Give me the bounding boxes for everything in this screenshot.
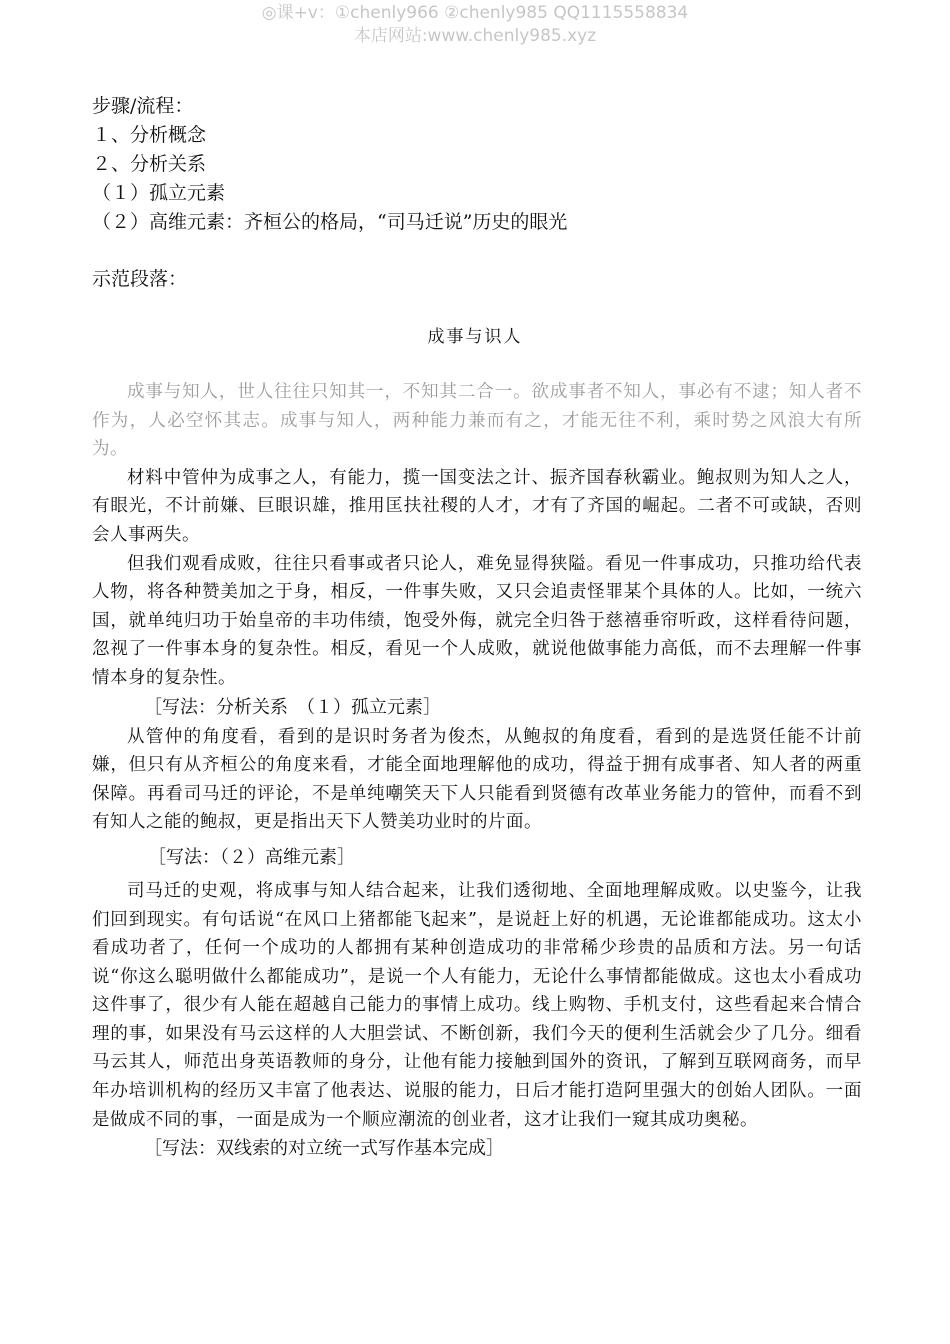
watermark-line-2: 本店网站:www.chenly985.xyz	[353, 26, 597, 46]
essay-quote-paragraph: 成事与知人，世人往往只知其一，不知其二合一。欲成事者不知人，事必有不逮；知人者不作为，人必空怀其志。成事与知人，两种能力兼而有之，才能无往不利，乘时势之风浪大有所为。	[92, 382, 862, 460]
writing-note-3: ［写法：双线索的对立统一式写作基本完成］	[144, 1138, 504, 1160]
outline-step-2: ２、分析关系	[92, 153, 207, 175]
outline-substep-1: （１）孤立元素	[92, 182, 226, 204]
essay-body	[92, 378, 862, 1164]
writing-note-2: ［写法：（２）高维元素］	[148, 846, 355, 868]
outline-step-1: １、分析概念	[92, 124, 207, 146]
outline-substep-2: （２）高维元素：齐桓公的格局，“司马迁说”历史的眼光	[92, 211, 568, 233]
outline-heading: 步骤/流程：	[92, 95, 194, 117]
essay-paragraph-3: 从管仲的角度看，看到的是识时务者为俊杰，从鲍叔的角度看，看到的是选贤任能不计前嫌，但只有从齐桓公的角度来看，才能全面地理解他的成功，得益于拥有成事者、知人者的两重保障。再看司马迁的评论，不是单纯嘲笑天下人只能看到贤德有改革业务能力的管仲，而看不到有知人之能的鲍叔，更是指出天下人赞美功业时的片面。	[92, 726, 862, 833]
writing-note-1: ［写法：分析关系 （１）孤立元素］	[144, 696, 441, 718]
essay-paragraph-4: 司马迁的史观，将成事与知人结合起来，让我们透彻地、全面地理解成败。以史鉴今，让我们回到现实。有句话说“在风口上猪都能飞起来”，是说赶上好的机遇，无论谁都能成功。这太小看成功者了，任何一个成功的人都拥有某种创造成功的非常稀少珍贵的品质和方法。另一句话说“你这么聪明做什么都能成功”，是说一个人有能力，无论什么事情都能做成。这也太小看成功这件事了，很少有人能在超越自己能力的事情上成功。线上购物、手机支付，这些看起来合情合理的事，如果没有马云这样的人大胆尝试、不断创新，我们今天的便利生活就会少了几分。细看马云其人，师范出身英语教师的身分，让他有能力接触到国外的资讯，了解到互联网商务，而早年办培训机构的经历又丰富了他表达、说服的能力，日后才能打造阿里强大的创始人团队。一面是做成不同的事，一面是成为一个顺应潮流的创业者，这才让我们一窥其成功奥秘。	[92, 880, 862, 1130]
demo-label: 示范段落：	[92, 268, 188, 290]
essay-title: 成事与识人	[427, 327, 523, 347]
essay-paragraph-2: 但我们观看成败，往往只看事或者只论人，难免显得狭隘。看见一件事成功，只推功给代表人物，将各种赞美加之于身，相反，一件事失败，又只会追责怪罪某个具体的人。比如，一统六国，就单纯归功于始皇帝的丰功伟绩，饱受外侮，就完全归咎于慈禧垂帘听政，这样看待问题，忽视了一件事本身的复杂性。相反，看见一个人成败，就说他做事能力高低，而不去理解一件事情本身的复杂性。	[92, 553, 862, 688]
essay-paragraph-1: 材料中管仲为成事之人，有能力，揽一国变法之计、振齐国春秋霸业。鲍叔则为知人之人，有眼光，不计前嫌、巨眼识雄，推用匡扶社稷的人才，才有了齐国的崛起。二者不可或缺，否则会人事两失。	[92, 467, 862, 545]
outline-section	[92, 92, 872, 237]
watermark-line-1: ◎课+v：①chenly966 ②chenly985 QQ1115558834	[261, 3, 689, 23]
